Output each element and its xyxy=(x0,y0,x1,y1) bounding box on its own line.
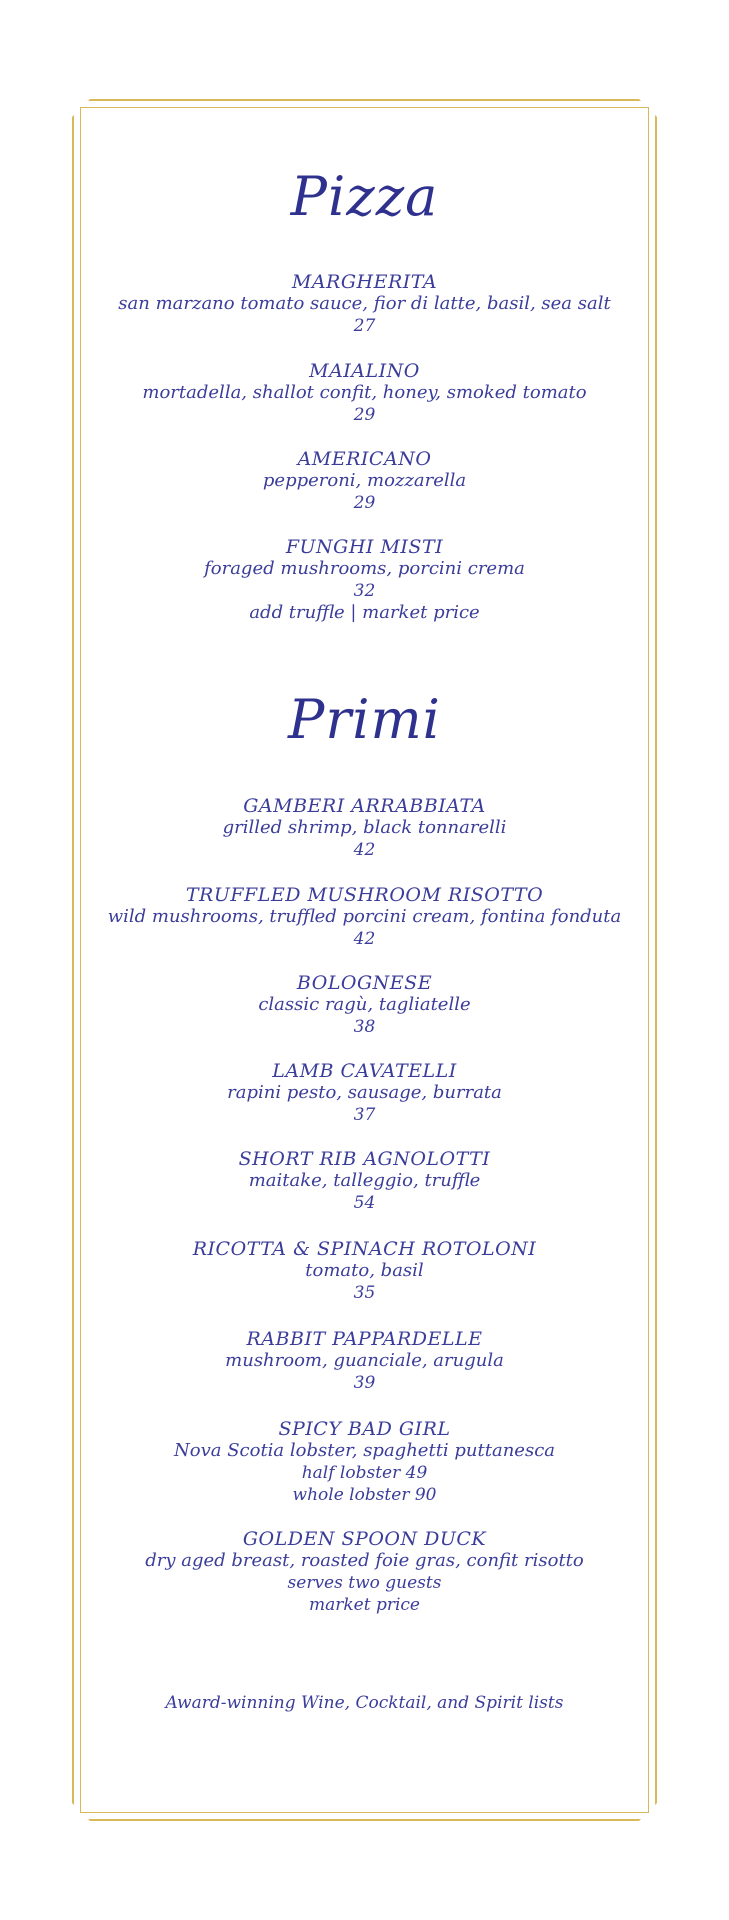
item-name: GOLDEN SPOON DUCK xyxy=(242,1528,487,1550)
menu-item xyxy=(80,884,649,950)
menu-item xyxy=(80,271,649,337)
item-name: TRUFFLED MUSHROOM RISOTTO xyxy=(185,884,544,906)
item-name: FUNGHI MISTI xyxy=(285,536,444,558)
item-price-alt: whole lobster 90 xyxy=(292,1485,437,1505)
item-price: 42 xyxy=(353,929,376,949)
item-addon: add truffle | market price xyxy=(249,602,480,623)
item-description: Nova Scotia lobster, spaghetti puttanesca xyxy=(173,1440,556,1461)
item-description: maitake, talleggio, truffle xyxy=(248,1170,481,1191)
item-description: dry aged breast, roasted foie gras, confit risotto xyxy=(145,1550,584,1571)
menu-item xyxy=(80,1148,649,1214)
item-name: RICOTTA & SPINACH ROTOLONI xyxy=(192,1238,537,1260)
item-description: classic ragù, tagliatelle xyxy=(258,994,471,1015)
menu-item xyxy=(80,1328,649,1394)
section-title-primi: Primi xyxy=(288,688,441,751)
item-price: 29 xyxy=(353,405,376,425)
item-name: LAMB CAVATELLI xyxy=(272,1060,457,1082)
menu-item xyxy=(80,536,649,624)
item-price: 37 xyxy=(353,1105,376,1125)
item-name: MARGHERITA xyxy=(291,271,438,293)
item-price: market price xyxy=(308,1595,420,1615)
section-title-pizza: Pizza xyxy=(290,165,439,228)
item-price: 54 xyxy=(353,1193,376,1213)
menu-item xyxy=(80,360,649,426)
item-name: SPICY BAD GIRL xyxy=(278,1418,451,1440)
item-description: grilled shrimp, black tonnarelli xyxy=(222,817,507,838)
item-description: mushroom, guanciale, arugula xyxy=(225,1350,504,1371)
item-description: pepperoni, mozzarella xyxy=(262,470,467,491)
item-price: 39 xyxy=(353,1373,376,1393)
item-serving-note: serves two guests xyxy=(287,1573,442,1593)
item-name: GAMBERI ARRABBIATA xyxy=(243,795,486,817)
menu-item xyxy=(80,795,649,861)
item-description: rapini pesto, sausage, burrata xyxy=(227,1082,502,1103)
item-name: AMERICANO xyxy=(297,448,432,470)
item-description: tomato, basil xyxy=(305,1260,424,1281)
item-description: mortadella, shallot confit, honey, smoked tomato xyxy=(142,382,587,403)
menu-item xyxy=(80,448,649,514)
item-price: 29 xyxy=(353,493,376,513)
item-price: 32 xyxy=(353,581,376,601)
item-price: half lobster 49 xyxy=(301,1463,428,1483)
footer-note: Award-winning Wine, Cocktail, and Spirit lists xyxy=(165,1693,564,1713)
item-name: RABBIT PAPPARDELLE xyxy=(246,1328,483,1350)
menu-item xyxy=(80,1238,649,1304)
item-description: foraged mushrooms, porcini crema xyxy=(204,558,525,579)
item-name: SHORT RIB AGNOLOTTI xyxy=(238,1148,491,1170)
item-name: MAIALINO xyxy=(309,360,420,382)
item-price: 35 xyxy=(353,1283,376,1303)
item-price: 27 xyxy=(353,316,376,336)
item-description: wild mushrooms, truffled porcini cream, fontina fonduta xyxy=(107,906,622,927)
item-price: 38 xyxy=(353,1017,376,1037)
menu-item xyxy=(80,1528,649,1616)
item-name: BOLOGNESE xyxy=(296,972,433,994)
item-price: 42 xyxy=(353,840,376,860)
menu-item xyxy=(80,972,649,1038)
menu-item xyxy=(80,1060,649,1126)
menu-item xyxy=(80,1418,649,1506)
item-description: san marzano tomato sauce, fior di latte, basil, sea salt xyxy=(118,293,611,314)
